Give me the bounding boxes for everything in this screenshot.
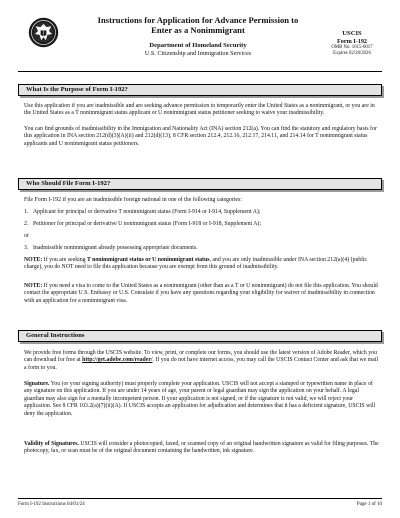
header-divider	[18, 71, 382, 72]
department-name: Department of Homeland Security	[149, 42, 247, 49]
signature-paragraph: Signature. You (or your signing authority) must properly complete your application. USCIS will not accept a stamped or typewritten name in place of any signature on this application. If you are under 14 years of age, your parent or legal guardian may sign the application on your behalf. A legal guardian may also sign for a mentally incompetent person. If your application is not signed, or if the signature is not valid, we will reject your application. See 8 CFR 103.2(a)(7)(ii)(A). If USCIS accepts an application for adjudication and determines that it has a deficient signature, USCIS will deny the application.	[24, 381, 376, 417]
adobe-reader-link[interactable]: http://get.adobe.com/reader/	[82, 357, 153, 364]
list-item: 3. Inadmissible nonimmigrant already possessing appropriate documents.	[24, 245, 198, 251]
footer-page-number: Page 1 of 10	[356, 502, 382, 507]
purpose-paragraph-1: Use this application if you are inadmissible and are seeking advance permission to temporarily enter the United States as a nonimmigrant, or you are in the United States as a T nonimmigrant status applicant or U nonimmigrant status petitioner seeking to waive your inadmissibility.	[24, 103, 375, 117]
who-note-2: NOTE: If you need a visa to come to the United States as a nonimmigrant (other than as a T or U nonimmigrant) do not file this application. You should contact the appropriate U.S. Embassy or U.S. Consulate if you have any questions regarding your eligibility for waiver of inadmissibility in connection with an application for a nonimmigrant visa.	[24, 283, 378, 304]
who-note-1: NOTE: If you are seeking T nonimmigrant status or U nonimmigrant status, and you are only inadmissible under INA section 212(a)(4) (public charge), you do NOT need to file this application because you are exempt from this ground of inadmissibility.	[24, 257, 368, 271]
section-heading-general: General Instructions	[18, 330, 382, 342]
dhs-seal-icon	[28, 17, 59, 48]
document-title-line1: Instructions for Application for Advance Permission to	[97, 15, 299, 25]
omb-number: OMB No. 1615-0017	[331, 45, 373, 50]
expiration-date: Expires 02/28/2026	[333, 51, 371, 56]
footer-form-edition: Form I-192 Instructions 04/01/24	[18, 502, 85, 507]
list-item: 1. Applicant for principal or derivative T nonimmigrant status (Form I-914 or I-914, Supplement A);	[24, 209, 261, 215]
validity-paragraph: Validity of Signatures. USCIS will consider a photocopied, faxed, or scanned copy of an original handwritten signature as valid for filing purposes. The photocopy, fax, or scan must be of the original document containing the handwritten, ink signature.	[24, 441, 379, 455]
title-block	[78, 15, 318, 58]
list-item-connector: or	[24, 233, 29, 239]
footer-divider	[18, 498, 382, 499]
form-id-box	[322, 30, 382, 57]
section-heading-purpose: What Is the Purpose of Form I-192?	[18, 84, 382, 96]
form-agency: USCIS	[342, 30, 362, 37]
form-number: Form I-192	[336, 38, 368, 45]
general-paragraph-1: We provide free forms through the USCIS website. To view, print, or complete our forms, you should use the latest version of Adobe Reader, which you can download for free at http://get.adobe.com/reader/. If you do not have internet access, you may call the USCIS Contact Center and ask that we mail a form to you.	[24, 350, 379, 371]
section-heading-who: Who Should File Form I-192?	[18, 178, 382, 190]
who-intro: File Form I-192 if you are an inadmissible foreign national in one of the following categories:	[24, 197, 242, 203]
list-item: 2. Petitioner for principal or derivative U nonimmigrant status (Form I-918 or I-918, Supplement A);	[24, 221, 261, 227]
document-title-line2: Enter as a Nonimmigrant	[151, 25, 245, 35]
purpose-paragraph-2: You can find grounds of inadmissibility in the Immigration and Nationality Act (INA) section 212(a). You can find the statutory and regulatory basis for this application in INA section 212(d)(3)(A)(ii) and 212(d)(13), 8 CFR section 212.4, 212.16, 212.17, 214.11, and 214.14 for T nonimmigrant status applicants and U nonimmigrant status petitioners.	[24, 126, 377, 147]
agency-name: U.S. Citizenship and Immigration Services	[144, 50, 252, 57]
